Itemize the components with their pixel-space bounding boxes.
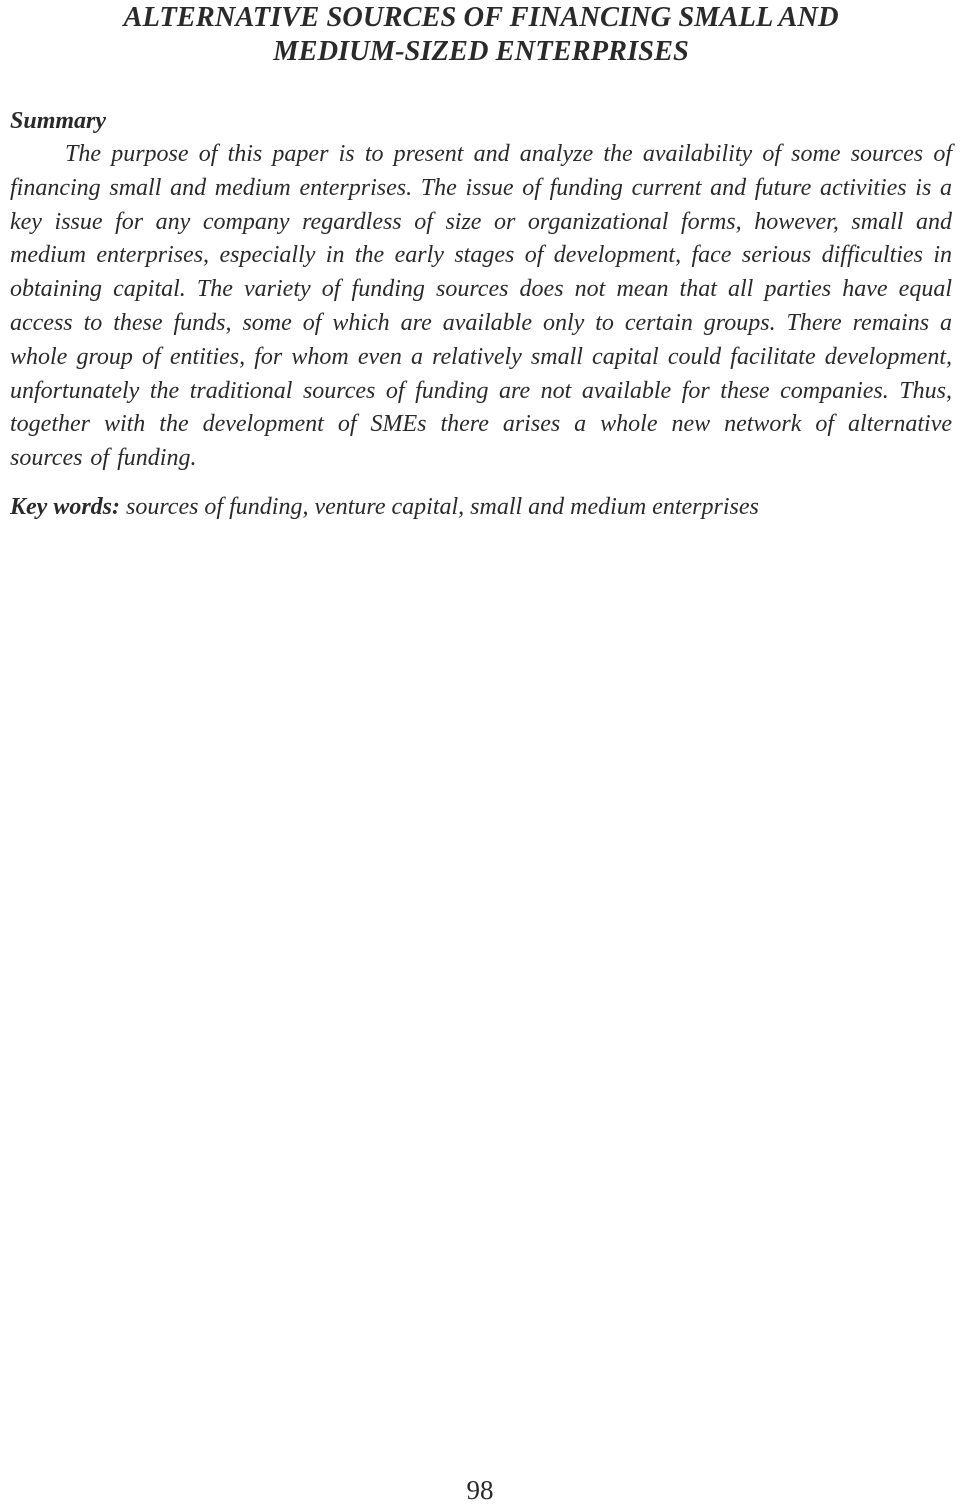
- keywords: [10, 491, 952, 524]
- paper-page: [10, 0, 952, 524]
- summary-heading: Summary: [10, 108, 107, 134]
- page-number: 98: [466, 1475, 494, 1505]
- keywords-text: sources of funding, venture capital, small and medium enterprises: [120, 493, 759, 520]
- paper-title-line-1: ALTERNATIVE SOURCES OF FINANCING SMALL AND: [123, 2, 839, 33]
- paper-title: [10, 0, 952, 69]
- summary-text: The purpose of this paper is to present and analyze the availability of some sources of financing small and medium enterprises. The issue of funding current and future activities is a key issue for any company regardless of size or organizational forms, however, small and medium enterprises, especially in the early stages of development, face serious difficulties in obtaining capital. The variety of funding sources does not mean that all parties have equal access to these funds, some of which are available only to certain groups. There remains a whole group of entities, for whom even a relatively small capital could facilitate development, unfortunately the traditional sources of funding are not available for these companies. Thus, together with the development of SMEs there arises a whole new network of alternative sources of funding.: [10, 141, 952, 472]
- paper-title-line-2: MEDIUM-SIZED ENTERPRISES: [273, 36, 689, 67]
- keywords-label: Key words:: [10, 493, 120, 520]
